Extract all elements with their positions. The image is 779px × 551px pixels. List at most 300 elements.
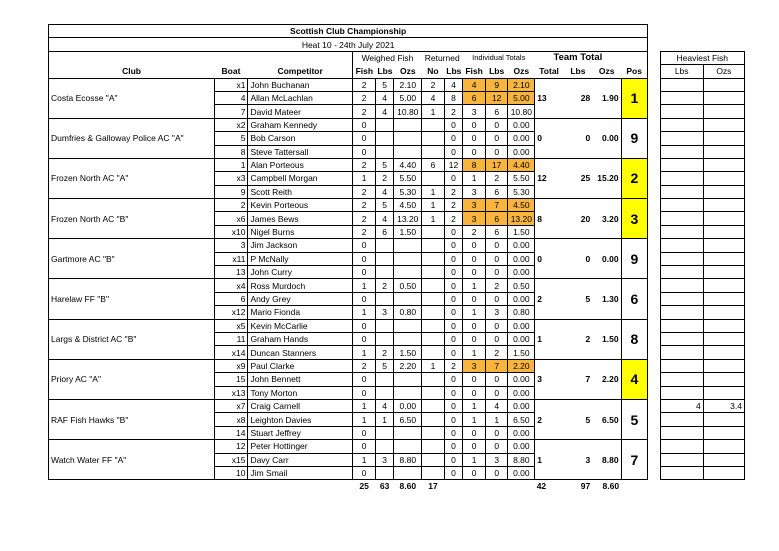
competitor-name: Andy Grey (248, 292, 353, 305)
heaviest-ozs (703, 239, 744, 252)
individual-ozs: 5.30 (508, 185, 535, 198)
competitor-name: Graham Kennedy (248, 118, 353, 131)
sheet-subtitle: Heat 10 - 24th July 2021 (49, 38, 648, 51)
individual-lbs: 7 (485, 199, 508, 212)
heaviest-lbs (660, 440, 703, 453)
individual-ozs: 6.50 (508, 413, 535, 426)
competitor-row (49, 440, 745, 453)
competitor-name: P McNally (248, 252, 353, 265)
position-badge: 1 (621, 78, 648, 118)
returned-count (422, 453, 445, 466)
weighed-ozs (394, 145, 422, 158)
boat-number: 10 (214, 466, 248, 479)
weighed-fish-count: 1 (353, 453, 376, 466)
returned-count (422, 292, 445, 305)
position-badge: 6 (621, 279, 648, 319)
competitor-name: Jim Jackson (248, 239, 353, 252)
weighed-fish-count: 1 (353, 172, 376, 185)
heaviest-lbs (660, 132, 703, 145)
weighed-fish-count: 2 (353, 105, 376, 118)
heaviest-lbs (660, 386, 703, 399)
heaviest-ozs (703, 319, 744, 332)
individual-ozs: 0.00 (508, 399, 535, 412)
boat-number: 9 (214, 185, 248, 198)
weighed-ozs: 5.30 (394, 185, 422, 198)
individual-fish: 1 (463, 279, 486, 292)
weighed-fish-count: 2 (353, 225, 376, 238)
individual-ozs: 1.50 (508, 346, 535, 359)
competitor-name: Duncan Stanners (248, 346, 353, 359)
team-total-fish: 0 (535, 118, 564, 158)
returned-lbs: 2 (444, 185, 463, 198)
returned-lbs: 0 (444, 413, 463, 426)
returned-lbs: 0 (444, 306, 463, 319)
individual-ozs: 0.80 (508, 306, 535, 319)
spacer (648, 239, 660, 279)
boat-number: 2 (214, 199, 248, 212)
weighed-ozs: 4.50 (394, 199, 422, 212)
individual-fish: 0 (463, 426, 486, 439)
competitor-row (49, 158, 745, 171)
individual-lbs: 0 (485, 373, 508, 386)
individual-lbs: 0 (485, 292, 508, 305)
returned-count (422, 252, 445, 265)
spacer (648, 279, 660, 319)
totals-blank (444, 480, 463, 493)
individual-fish: 0 (463, 373, 486, 386)
heaviest-ozs (703, 346, 744, 359)
heaviest-lbs (660, 212, 703, 225)
grand-total-lbs: 97 (580, 481, 591, 492)
club-name: RAF Fish Hawks "B" (49, 399, 215, 439)
competitor-name: Graham Hands (248, 332, 353, 345)
returned-count: 1 (422, 105, 445, 118)
returned-count (422, 172, 445, 185)
weighed-lbs (375, 440, 394, 453)
team-total-lbs: 5 (563, 279, 592, 319)
boat-number: 12 (214, 440, 248, 453)
individual-ozs: 4.50 (508, 199, 535, 212)
individual-fish: 3 (463, 359, 486, 372)
team-total-fish: 2 (535, 399, 564, 439)
boat-number: x10 (214, 225, 248, 238)
individual-lbs: 6 (485, 212, 508, 225)
position-badge: 4 (621, 359, 648, 399)
individual-lbs: 0 (485, 132, 508, 145)
boat-number: x3 (214, 172, 248, 185)
competitor-name: Mario Fionda (248, 306, 353, 319)
col-boat: Boat (214, 65, 248, 78)
col-individual-fish: Fish (463, 65, 486, 78)
weighed-lbs: 5 (375, 78, 394, 91)
heaviest-ozs: 3.4 (703, 399, 744, 412)
individual-ozs: 0.00 (508, 239, 535, 252)
weighed-fish-count: 2 (353, 199, 376, 212)
weighed-lbs: 4 (375, 91, 394, 104)
weighed-lbs (375, 118, 394, 131)
competitor-name: Peter Hottinger (248, 440, 353, 453)
heaviest-ozs (703, 185, 744, 198)
heaviest-ozs (703, 212, 744, 225)
returned-lbs: 0 (444, 386, 463, 399)
weighed-fish-count: 2 (353, 212, 376, 225)
competitor-row (49, 78, 745, 91)
team-total-ozs: 15.20 (592, 158, 621, 198)
weighed-fish-count: 0 (353, 386, 376, 399)
col-returned-lbs: Lbs (446, 66, 462, 77)
weighed-ozs: 4.40 (394, 158, 422, 171)
boat-number: x12 (214, 306, 248, 319)
boat-number: x11 (214, 252, 248, 265)
competitor-name: Scott Reith (248, 185, 353, 198)
col-team-total: Total (535, 65, 564, 78)
weighed-ozs: 5.50 (394, 172, 422, 185)
boat-number: x6 (214, 212, 248, 225)
boat-number: x7 (214, 399, 248, 412)
team-total-lbs: 3 (563, 440, 592, 480)
heaviest-ozs (703, 440, 744, 453)
returned-count (422, 225, 445, 238)
returned-count (422, 145, 445, 158)
individual-fish: 2 (463, 225, 486, 238)
individual-lbs: 0 (485, 266, 508, 279)
boat-number: x4 (214, 279, 248, 292)
heaviest-ozs (703, 252, 744, 265)
individual-fish: 0 (463, 440, 486, 453)
heaviest-ozs (703, 292, 744, 305)
heaviest-lbs (660, 346, 703, 359)
heaviest-ozs (703, 78, 744, 91)
club-name: Priory AC "A" (49, 359, 215, 399)
weighed-ozs: 5.00 (394, 91, 422, 104)
competitor-name: Paul Clarke (248, 359, 353, 372)
weighed-lbs: 4 (375, 105, 394, 118)
heaviest-ozs (703, 279, 744, 292)
competitor-name: Kevin Porteous (248, 199, 353, 212)
results-sheet (48, 24, 745, 493)
weighed-lbs (375, 466, 394, 479)
individual-ozs: 0.00 (508, 332, 535, 345)
weighed-fish-count: 0 (353, 440, 376, 453)
returned-lbs: 0 (444, 346, 463, 359)
weighed-fish-header: Weighed Fish (361, 53, 414, 64)
heaviest-lbs: 4 (660, 399, 703, 412)
returned-lbs: 0 (444, 172, 463, 185)
weighed-fish-count: 2 (353, 185, 376, 198)
team-total-lbs: 5 (563, 399, 592, 439)
col-individual-ozs: Ozs (508, 65, 535, 78)
heaviest-lbs (660, 91, 703, 104)
weighed-lbs: 4 (375, 399, 394, 412)
returned-lbs: 0 (444, 279, 463, 292)
heaviest-ozs (703, 225, 744, 238)
totals-blank (214, 480, 248, 493)
individual-fish: 8 (463, 158, 486, 171)
individual-lbs: 6 (485, 185, 508, 198)
team-total-fish: 0 (535, 239, 564, 279)
boat-number: 3 (214, 239, 248, 252)
individual-fish: 1 (463, 306, 486, 319)
individual-ozs: 0.00 (508, 440, 535, 453)
individual-lbs: 4 (485, 399, 508, 412)
boat-number: 7 (214, 105, 248, 118)
boat-number: x8 (214, 413, 248, 426)
heaviest-ozs (703, 91, 744, 104)
individual-ozs: 2.20 (508, 359, 535, 372)
individual-lbs: 0 (485, 440, 508, 453)
team-total-ozs: 6.50 (592, 399, 621, 439)
individual-fish: 0 (463, 266, 486, 279)
team-total-fish: 2 (535, 279, 564, 319)
spacer (648, 319, 660, 359)
weighed-fish-count: 1 (353, 306, 376, 319)
club-name: Watch Water FF "A" (49, 440, 215, 480)
competitor-name: Kevin McCarlie (248, 319, 353, 332)
weighed-fish-count: 0 (353, 118, 376, 131)
returned-lbs: 0 (444, 145, 463, 158)
individual-fish: 1 (463, 453, 486, 466)
heaviest-fish-header: Heaviest Fish (660, 51, 744, 64)
col-returned-no: No (422, 65, 445, 78)
returned-lbs: 0 (444, 466, 463, 479)
competitor-row (49, 239, 745, 252)
individual-lbs: 12 (485, 91, 508, 104)
weighed-fish-count: 1 (353, 346, 376, 359)
individual-ozs: 0.00 (508, 292, 535, 305)
heaviest-ozs (703, 105, 744, 118)
team-total-lbs: 0 (563, 239, 592, 279)
returned-count (422, 426, 445, 439)
weighed-ozs: 0.80 (394, 306, 422, 319)
weighed-fish-count: 0 (353, 252, 376, 265)
returned-lbs: 2 (444, 212, 463, 225)
competitor-name: Davy Carr (248, 453, 353, 466)
club-name: Gartmore AC "B" (49, 239, 215, 279)
returned-lbs: 0 (444, 399, 463, 412)
weighed-lbs (375, 239, 394, 252)
weighed-fish-count: 0 (353, 319, 376, 332)
individual-lbs: 1 (485, 413, 508, 426)
heaviest-lbs (660, 466, 703, 479)
heaviest-ozs (703, 373, 744, 386)
heaviest-lbs (660, 426, 703, 439)
individual-fish: 0 (463, 319, 486, 332)
individual-fish: 3 (463, 185, 486, 198)
grand-total-fish: 42 (536, 481, 547, 492)
weighed-fish-count: 0 (353, 145, 376, 158)
boat-number: 6 (214, 292, 248, 305)
individual-ozs: 10.80 (508, 105, 535, 118)
weighed-lbs: 1 (375, 413, 394, 426)
individual-ozs: 13.20 (508, 212, 535, 225)
individual-lbs: 3 (485, 306, 508, 319)
individual-ozs: 4.40 (508, 158, 535, 171)
weighed-ozs (394, 466, 422, 479)
returned-lbs: 0 (444, 453, 463, 466)
returned-lbs: 2 (444, 105, 463, 118)
heaviest-ozs (703, 158, 744, 171)
weighed-lbs (375, 292, 394, 305)
competitor-name: Allan McLachlan (248, 91, 353, 104)
team-total-lbs: 28 (563, 78, 592, 118)
boat-number: x5 (214, 319, 248, 332)
heaviest-ozs (703, 145, 744, 158)
returned-count (422, 440, 445, 453)
individual-ozs: 0.00 (508, 132, 535, 145)
returned-lbs: 0 (444, 252, 463, 265)
individual-lbs: 0 (485, 332, 508, 345)
spacer (648, 118, 660, 158)
returned-count (422, 413, 445, 426)
returned-count (422, 279, 445, 292)
col-competitor: Competitor (248, 65, 353, 78)
team-total-header: Team Total (553, 52, 603, 64)
individual-fish: 0 (463, 466, 486, 479)
totals-row (49, 480, 745, 493)
totals-blank (508, 480, 535, 493)
heaviest-lbs (660, 105, 703, 118)
individual-ozs: 0.50 (508, 279, 535, 292)
weighed-fish-count: 2 (353, 91, 376, 104)
team-total-fish: 8 (535, 199, 564, 239)
weighed-ozs (394, 239, 422, 252)
heaviest-ozs (703, 359, 744, 372)
individual-ozs: 0.00 (508, 466, 535, 479)
individual-ozs: 0.00 (508, 266, 535, 279)
individual-fish: 1 (463, 172, 486, 185)
weighed-fish-count: 0 (353, 239, 376, 252)
returned-lbs: 0 (444, 332, 463, 345)
returned-lbs: 0 (444, 132, 463, 145)
heaviest-lbs (660, 185, 703, 198)
weighed-lbs (375, 252, 394, 265)
weighed-lbs (375, 132, 394, 145)
returned-count (422, 346, 445, 359)
competitor-row (49, 279, 745, 292)
boat-number: x2 (214, 118, 248, 131)
spacer (648, 158, 660, 198)
individual-lbs: 9 (485, 78, 508, 91)
weighed-lbs: 3 (375, 306, 394, 319)
individual-fish: 4 (463, 78, 486, 91)
boat-number: 1 (214, 158, 248, 171)
col-individual-lbs: Lbs (485, 65, 508, 78)
weighed-ozs: 1.50 (394, 346, 422, 359)
individual-ozs: 5.00 (508, 91, 535, 104)
weighed-fish-count: 1 (353, 279, 376, 292)
weighed-lbs: 6 (375, 225, 394, 238)
weighed-ozs (394, 292, 422, 305)
team-total-ozs: 1.50 (592, 319, 621, 359)
returned-lbs: 0 (444, 373, 463, 386)
individual-lbs: 2 (485, 346, 508, 359)
returned-count (422, 386, 445, 399)
weighed-fish-count: 2 (353, 359, 376, 372)
weighed-ozs (394, 373, 422, 386)
boat-number: 13 (214, 266, 248, 279)
weighed-ozs (394, 332, 422, 345)
returned-count (422, 373, 445, 386)
weighed-ozs: 2.10 (394, 78, 422, 91)
boat-number: 14 (214, 426, 248, 439)
weighed-ozs (394, 132, 422, 145)
heaviest-lbs (660, 145, 703, 158)
heaviest-lbs (660, 453, 703, 466)
returned-lbs: 0 (444, 426, 463, 439)
individual-fish: 1 (463, 346, 486, 359)
returned-count (422, 319, 445, 332)
col-team-lbs: Lbs (563, 65, 592, 78)
boat-number: x13 (214, 386, 248, 399)
individual-totals-header: Individual Totals (472, 53, 526, 63)
individual-fish: 0 (463, 252, 486, 265)
returned-count: 2 (422, 78, 445, 91)
returned-lbs: 4 (444, 78, 463, 91)
club-name: Harelaw FF "B" (49, 279, 215, 319)
weighed-fish-count: 2 (353, 78, 376, 91)
individual-fish: 3 (463, 105, 486, 118)
individual-ozs: 0.00 (508, 118, 535, 131)
individual-lbs: 2 (485, 172, 508, 185)
total-returned: 17 (428, 481, 438, 492)
grand-total-ozs: 8.60 (602, 481, 620, 492)
returned-count: 6 (422, 158, 445, 171)
position-badge: 5 (621, 399, 648, 439)
team-total-ozs: 1.90 (592, 78, 621, 118)
individual-lbs: 0 (485, 118, 508, 131)
individual-ozs: 2.10 (508, 78, 535, 91)
weighed-ozs: 2.20 (394, 359, 422, 372)
weighed-ozs (394, 266, 422, 279)
returned-count (422, 306, 445, 319)
heaviest-lbs (660, 252, 703, 265)
individual-lbs: 0 (485, 239, 508, 252)
col-pos: Pos (621, 65, 648, 78)
totals-blank (49, 480, 215, 493)
returned-count (422, 239, 445, 252)
club-name: Largs & District AC "B" (49, 319, 215, 359)
individual-lbs: 0 (485, 386, 508, 399)
individual-fish: 1 (463, 413, 486, 426)
returned-count: 4 (422, 91, 445, 104)
team-total-fish: 1 (535, 319, 564, 359)
competitor-row (49, 199, 745, 212)
team-total-fish: 3 (535, 359, 564, 399)
returned-lbs: 0 (444, 118, 463, 131)
weighed-fish-count: 0 (353, 292, 376, 305)
position-badge: 2 (621, 158, 648, 198)
weighed-fish-count: 0 (353, 426, 376, 439)
individual-ozs: 0.00 (508, 426, 535, 439)
individual-fish: 3 (463, 212, 486, 225)
individual-fish: 0 (463, 118, 486, 131)
individual-lbs: 3 (485, 453, 508, 466)
club-name: Costa Ecosse "A" (49, 78, 215, 118)
team-total-ozs: 0.00 (592, 239, 621, 279)
position-badge: 9 (621, 239, 648, 279)
club-name: Frozen North AC "B" (49, 199, 215, 239)
heaviest-lbs (660, 332, 703, 345)
individual-lbs: 2 (485, 279, 508, 292)
returned-count: 1 (422, 185, 445, 198)
club-name: Dumfries & Galloway Police AC "A" (49, 118, 215, 158)
individual-fish: 6 (463, 91, 486, 104)
position-badge: 3 (621, 199, 648, 239)
weighed-lbs: 5 (375, 359, 394, 372)
heaviest-lbs (660, 359, 703, 372)
individual-lbs: 0 (485, 145, 508, 158)
weighed-fish-count: 1 (353, 399, 376, 412)
